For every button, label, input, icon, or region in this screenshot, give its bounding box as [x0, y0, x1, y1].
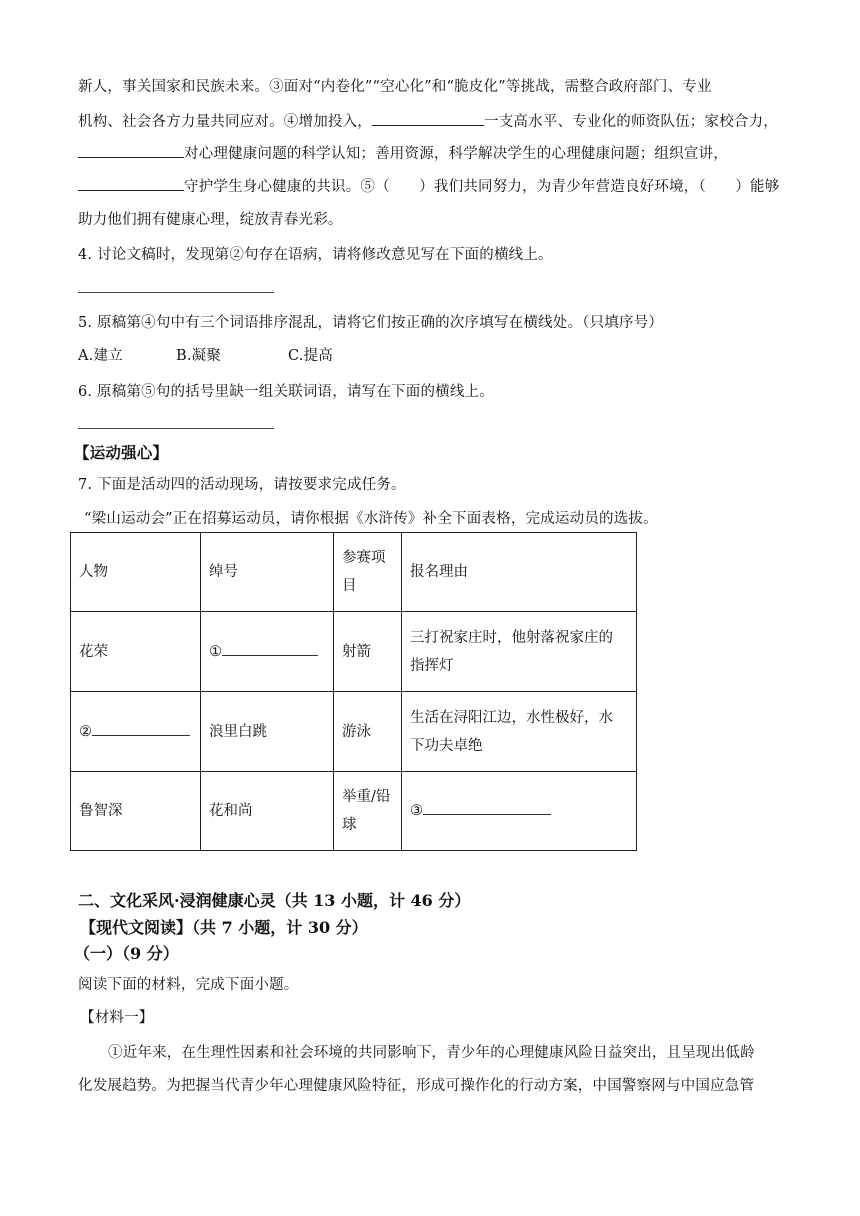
cell-person[interactable]	[71, 692, 201, 772]
passage-text: 守护学生身心健康的共识。⑤（ ）我们共同努力，为青少年营造良好环境，（ ）能够	[184, 179, 780, 195]
section-heading-sport: 【运动强心】	[74, 443, 169, 462]
answer-line-q4[interactable]	[78, 292, 274, 293]
material-1-label: 【材料一】	[80, 1010, 154, 1026]
option-a: A.建立	[78, 348, 123, 364]
option-b: B.凝聚	[176, 348, 222, 364]
passage-text: 新人，事关国家和民族未来。③面对“内卷化”“空心化”和“脆皮化”等挑战，需整合政府部门、专业	[78, 79, 712, 95]
option-c: C.提高	[288, 348, 333, 364]
question-4: 4. 讨论文稿时，发现第②句存在语病，请将修改意见写在下面的横线上。	[78, 247, 553, 263]
table-row	[71, 692, 637, 772]
header-event-l1: 参赛项	[342, 550, 386, 566]
cell-event	[334, 772, 402, 851]
cell-person: 鲁智深	[71, 772, 201, 851]
cell-reason	[402, 612, 637, 692]
cell-event: 游泳	[334, 692, 402, 772]
passage-text: 机构、社会各方力量共同应对。④增加投入，	[78, 114, 372, 130]
header-person: 人物	[71, 533, 201, 612]
reason-l2: 指挥灯	[410, 657, 454, 674]
reason-l2: 下功夫卓绝	[410, 737, 483, 754]
header-nickname: 绰号	[201, 533, 334, 612]
cell-reason	[402, 692, 637, 772]
modern-reading-heading: 【现代文阅读】（共 7 小题，计 30 分）	[80, 918, 368, 937]
passage-text: 一支高水平、专业化的师资队伍；家校合力，	[484, 114, 778, 130]
cell-reason[interactable]	[402, 772, 637, 851]
question-5: 5. 原稿第④句中有三个词语排序混乱，请将它们按正确的次序填写在横线处。（只填序号）	[78, 315, 664, 331]
part-1-heading: （一）（9 分）	[74, 944, 179, 963]
question-6: 6. 原稿第⑤句的括号里缺一组关联词语，请写在下面的横线上。	[78, 384, 494, 400]
cell-nickname: 浪里白跳	[201, 692, 334, 772]
reason-l1: 三打祝家庄时，他射落祝家庄的	[410, 629, 613, 646]
section-2-title: 二、文化采风·浸润健康心灵（共 13 小题，计 46 分）	[78, 891, 471, 910]
cell-marker: ①	[209, 643, 222, 660]
q5-options	[78, 344, 333, 365]
fill-blank[interactable]	[423, 800, 551, 815]
passage-line-5	[78, 208, 343, 229]
passage-line-3	[78, 142, 728, 163]
fill-blank[interactable]	[92, 721, 190, 736]
passage-line-1	[78, 75, 712, 96]
header-reason: 报名理由	[402, 533, 637, 612]
passage-line-2	[78, 110, 778, 131]
header-event	[334, 533, 402, 612]
fill-blank[interactable]	[222, 641, 318, 656]
reason-l1: 生活在浔阳江边，水性极好，水	[410, 709, 613, 726]
q7-intro: “梁山运动会”正在招募运动员，请你根据《水浒传》补全下面表格，完成运动员的选拔。	[84, 511, 658, 527]
fill-blank[interactable]	[78, 176, 184, 191]
answer-line-q6[interactable]	[78, 428, 274, 429]
header-event-l2: 目	[342, 578, 357, 594]
material-1-line-1: ①近年来，在生理性因素和社会环境的共同影响下，青少年的心理健康风险日益突出，且呈现出低龄	[108, 1045, 755, 1061]
event-l1: 举重/铅	[342, 789, 391, 805]
passage-line-4	[78, 175, 779, 196]
reading-instruction: 阅读下面的材料，完成下面小题。	[78, 977, 299, 993]
fill-blank[interactable]	[78, 143, 184, 158]
table-row	[71, 612, 637, 692]
cell-nickname[interactable]	[201, 612, 334, 692]
cell-event: 射箭	[334, 612, 402, 692]
cell-person: 花荣	[71, 612, 201, 692]
passage-text: 助力他们拥有健康心理，绽放青春光彩。	[78, 212, 343, 228]
athlete-table	[70, 532, 637, 851]
material-1-line-2: 化发展趋势。为把握当代青少年心理健康风险特征，形成可操作化的行动方案，中国警察网与中国应急管	[78, 1078, 755, 1094]
event-l2: 球	[342, 817, 357, 833]
fill-blank[interactable]	[372, 111, 484, 126]
cell-marker: ③	[410, 803, 423, 819]
cell-marker: ②	[79, 723, 92, 740]
passage-text: 对心理健康问题的科学认知；善用资源，科学解决学生的心理健康问题；组织宣讲，	[184, 146, 728, 162]
cell-nickname: 花和尚	[201, 772, 334, 851]
table-header-row	[71, 533, 637, 612]
question-7: 7. 下面是活动四的活动现场，请按要求完成任务。	[78, 477, 406, 493]
table-row	[71, 772, 637, 851]
